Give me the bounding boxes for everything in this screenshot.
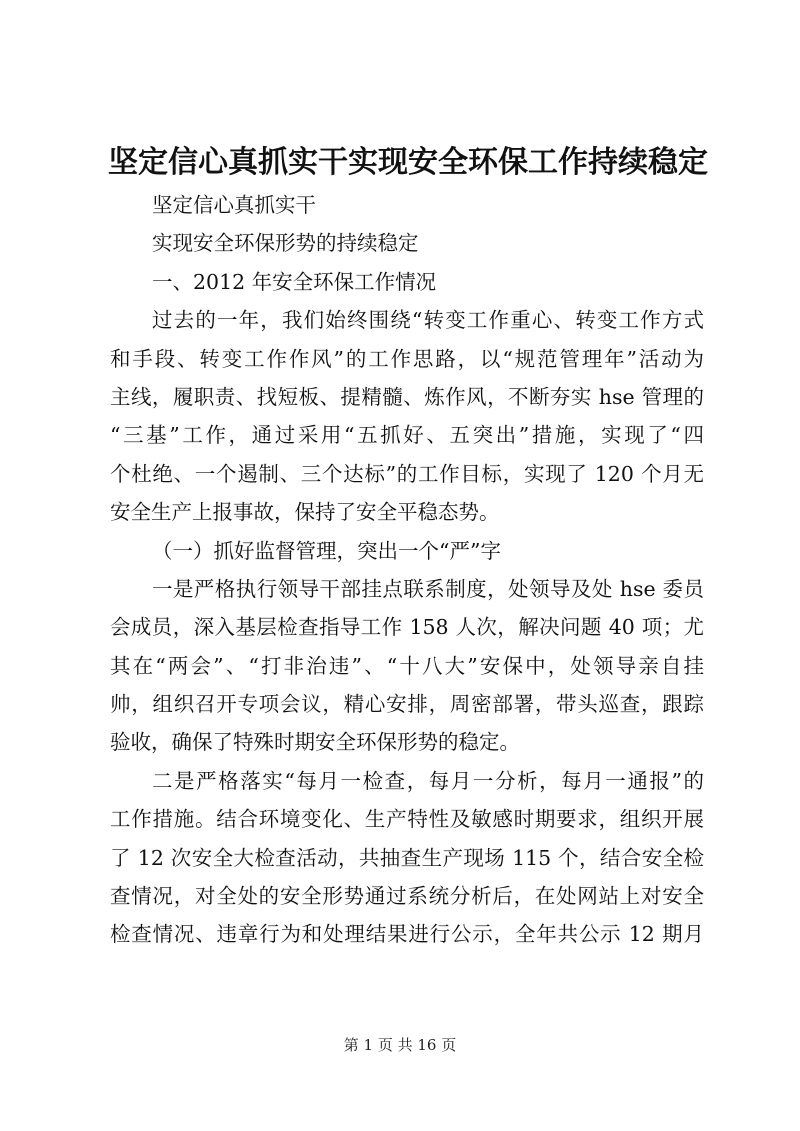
body-line: 会成员，深入基层检查指导工作 158 人次，解决问题 40 项；尤 bbox=[110, 615, 704, 640]
document-title: 坚定信心真抓实干实现安全环保工作持续稳定 bbox=[108, 145, 708, 180]
body-line: 个杜绝、一个遏制、三个达标”的工作目标，实现了 120 个月无 bbox=[110, 461, 704, 486]
body-line: 工作措施。结合环境变化、生产特性及敏感时期要求，组织开展 bbox=[110, 807, 704, 832]
body-line: 验收，确保了特殊时期安全环保形势的稳定。 bbox=[110, 730, 520, 755]
body-line: 其在“两会”、“打非治违”、“十八大”安保中，处领导亲自挂 bbox=[110, 653, 704, 678]
body-line: 坚定信心真抓实干 bbox=[152, 193, 316, 217]
document-body bbox=[110, 186, 704, 954]
body-line: 了 12 次安全大检查活动，共抽查生产现场 115 个，结合安全检 bbox=[110, 845, 704, 870]
body-line: （一）抓好监督管理，突出一个“严”字 bbox=[152, 538, 501, 563]
body-line: 帅，组织召开专项会议，精心安排，周密部署，带头巡查，跟踪 bbox=[110, 692, 704, 717]
body-line: 检查情况、违章行为和处理结果进行公示，全年共公示 12 期月 bbox=[110, 922, 704, 947]
body-line: 主线，履职责、找短板、提精髓、炼作风，不断夯实 hse 管理的 bbox=[110, 384, 704, 409]
body-line: 安全生产上报事故，保持了安全平稳态势。 bbox=[110, 500, 500, 525]
body-line: 一是严格执行领导干部挂点联系制度，处领导及处 hse 委员 bbox=[152, 576, 704, 601]
body-line: 二是严格落实“每月一检查，每月一分析，每月一通报”的 bbox=[152, 768, 704, 793]
body-line: 查情况，对全处的安全形势通过系统分析后，在处网站上对安全 bbox=[110, 884, 704, 909]
body-line: 实现安全环保形势的持续稳定 bbox=[152, 231, 419, 256]
body-line: 一、2012 年安全环保工作情况 bbox=[152, 269, 437, 294]
body-line: “三基”工作，通过采用“五抓好、五突出”措施，实现了“四 bbox=[110, 423, 704, 448]
body-line: 过去的一年，我们始终围绕“转变工作重心、转变工作方式 bbox=[152, 308, 704, 333]
page-footer: 第 1 页 共 16 页 bbox=[343, 1036, 457, 1054]
body-line: 和手段、转变工作作风”的工作思路，以“规范管理年”活动为 bbox=[110, 346, 704, 371]
